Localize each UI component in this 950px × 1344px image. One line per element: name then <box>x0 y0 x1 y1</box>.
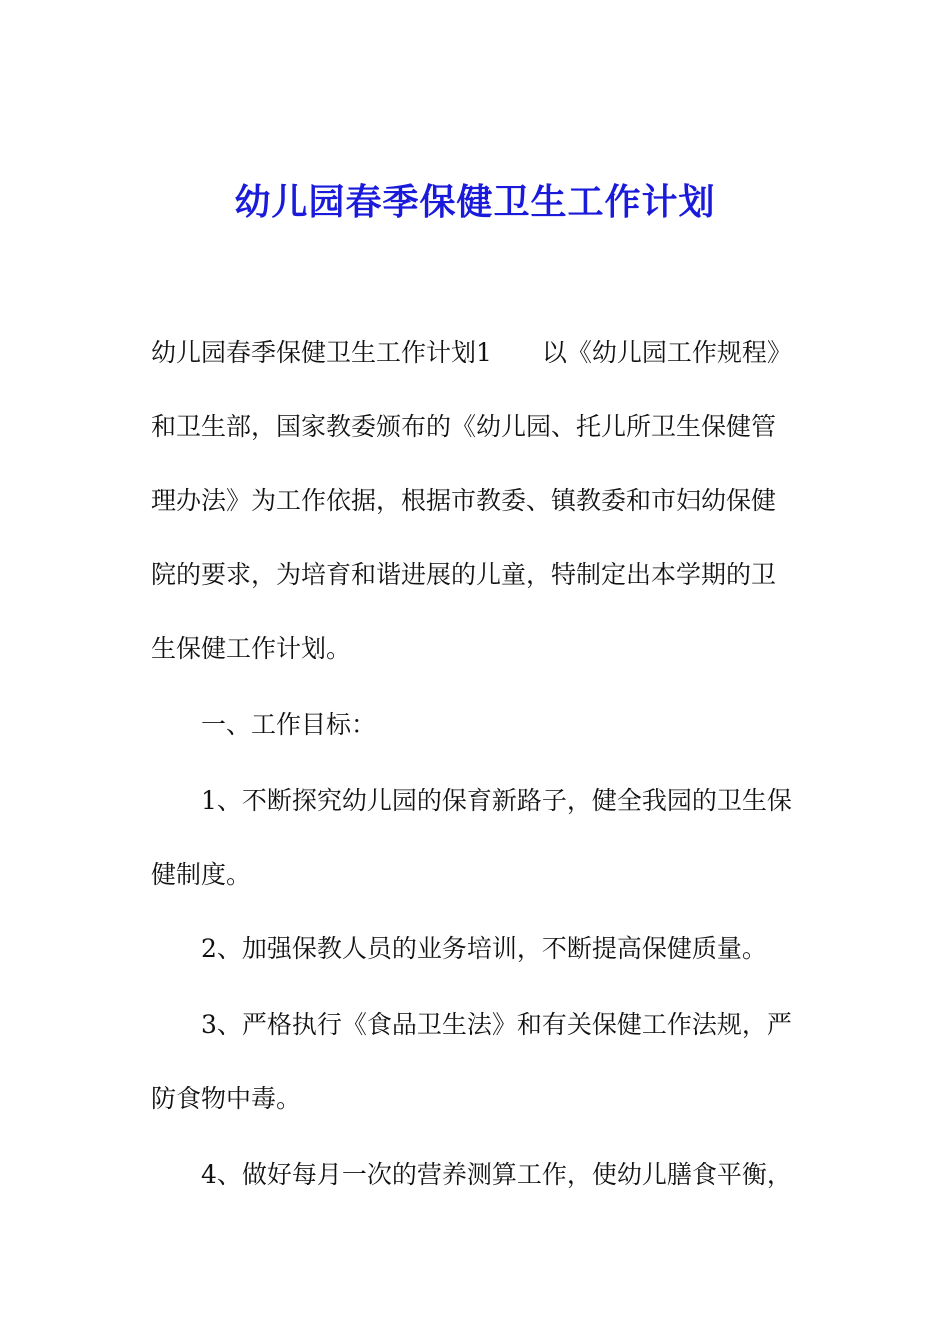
list-item: 1、不断探究幼儿园的保育新路子，健全我园的卫生保 <box>201 786 792 815</box>
section-heading: 一、工作目标： <box>201 710 377 739</box>
paragraph-line: 生保健工作计划。 <box>151 634 352 663</box>
list-item: 3、严格执行《食品卫生法》和有关保健工作法规，严 <box>201 1010 792 1039</box>
list-item: 4、做好每月一次的营养测算工作，使幼儿膳食平衡， <box>201 1160 792 1189</box>
list-item: 2、加强保教人员的业务培训，不断提高保健质量。 <box>201 934 767 963</box>
document-title: 幼儿园春季保健卫生工作计划 <box>234 181 716 223</box>
list-item-continuation: 健制度。 <box>151 860 252 889</box>
paragraph-line: 幼儿园春季保健卫生工作计划1 以《幼儿园工作规程》 <box>151 338 792 367</box>
list-item-continuation: 防食物中毒。 <box>151 1084 302 1113</box>
paragraph-line: 院的要求，为培育和谐进展的儿童，特制定出本学期的卫 <box>151 560 777 589</box>
paragraph-line: 理办法》为工作依据，根据市教委、镇教委和市妇幼保健 <box>151 486 777 515</box>
paragraph-line: 和卫生部，国家教委颁布的《幼儿园、托儿所卫生保健管 <box>151 412 777 441</box>
